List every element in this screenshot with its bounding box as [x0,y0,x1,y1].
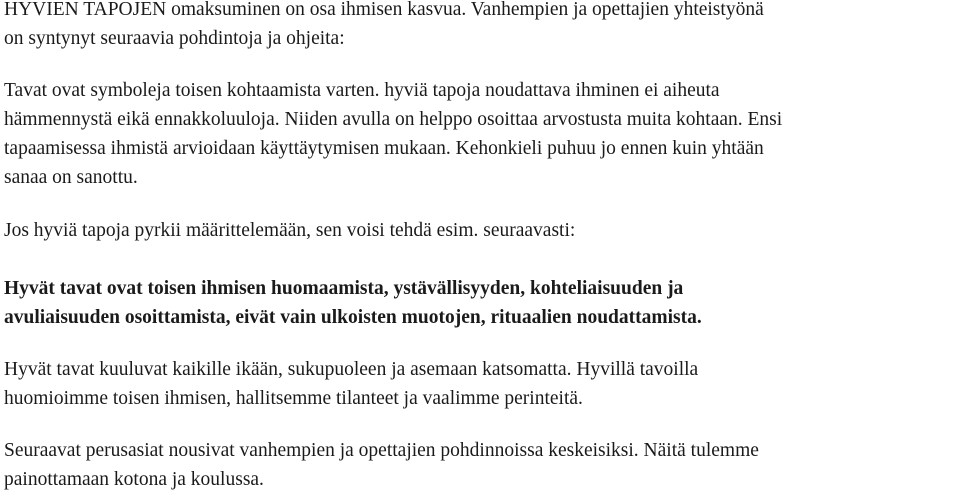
text-line: huomioimme toisen ihmisen, hallitsemme tilanteet ja vaalimme perinteitä. [4,388,583,409]
text-line: Tavat ovat symboleja toisen kohtaamista varten. hyviä tapoja noudattava ihminen ei aiheuta [4,80,720,101]
text-line: hämmennystä eikä ennakkoluuloja. Niiden avulla on helppo osoittaa arvostusta muita kohtaan. Ensi [4,109,783,130]
text-line: HYVIEN TAPOJEN omaksuminen on osa ihmisen kasvua. Vanhempien ja opettajien yhteistyönä [4,0,764,20]
paragraph-intro [4,0,956,53]
text-line: Seuraavat perusasiat nousivat vanhempien ja opettajien pohdinnoissa keskeisiksi. Näitä tulemme [4,440,759,461]
text-line: Hyvät tavat kuuluvat kaikille ikään, sukupuoleen ja asemaan katsomatta. Hyvillä tavoilla [4,359,699,380]
text-line: avuliaisuuden osoittamista, eivät vain ulkoisten muotojen, rituaalien noudattamista. [4,307,702,328]
paragraph-definition-intro [4,216,956,245]
text-line: Hyvät tavat ovat toisen ihmisen huomaamista, ystävällisyyden, kohteliaisuuden ja [4,278,684,299]
text-line: on syntynyt seuraavia pohdintoja ja ohjeita: [4,28,345,49]
text-line: Jos hyviä tapoja pyrkii määrittelemään, sen voisi tehdä esim. seuraavasti: [4,220,576,241]
text-line: tapaamisessa ihmistä arvioidaan käyttäytymisen mukaan. Kehonkieli puhuu jo ennen kuin yhtään [4,138,764,159]
text-line: painottamaan kotona ja koulussa. [4,469,264,490]
paragraph-symbols [4,76,956,192]
paragraph-definition-bold [4,274,956,332]
paragraph-everyone [4,355,956,413]
text-line: sanaa on sanottu. [4,167,138,188]
paragraph-basics [4,436,956,494]
